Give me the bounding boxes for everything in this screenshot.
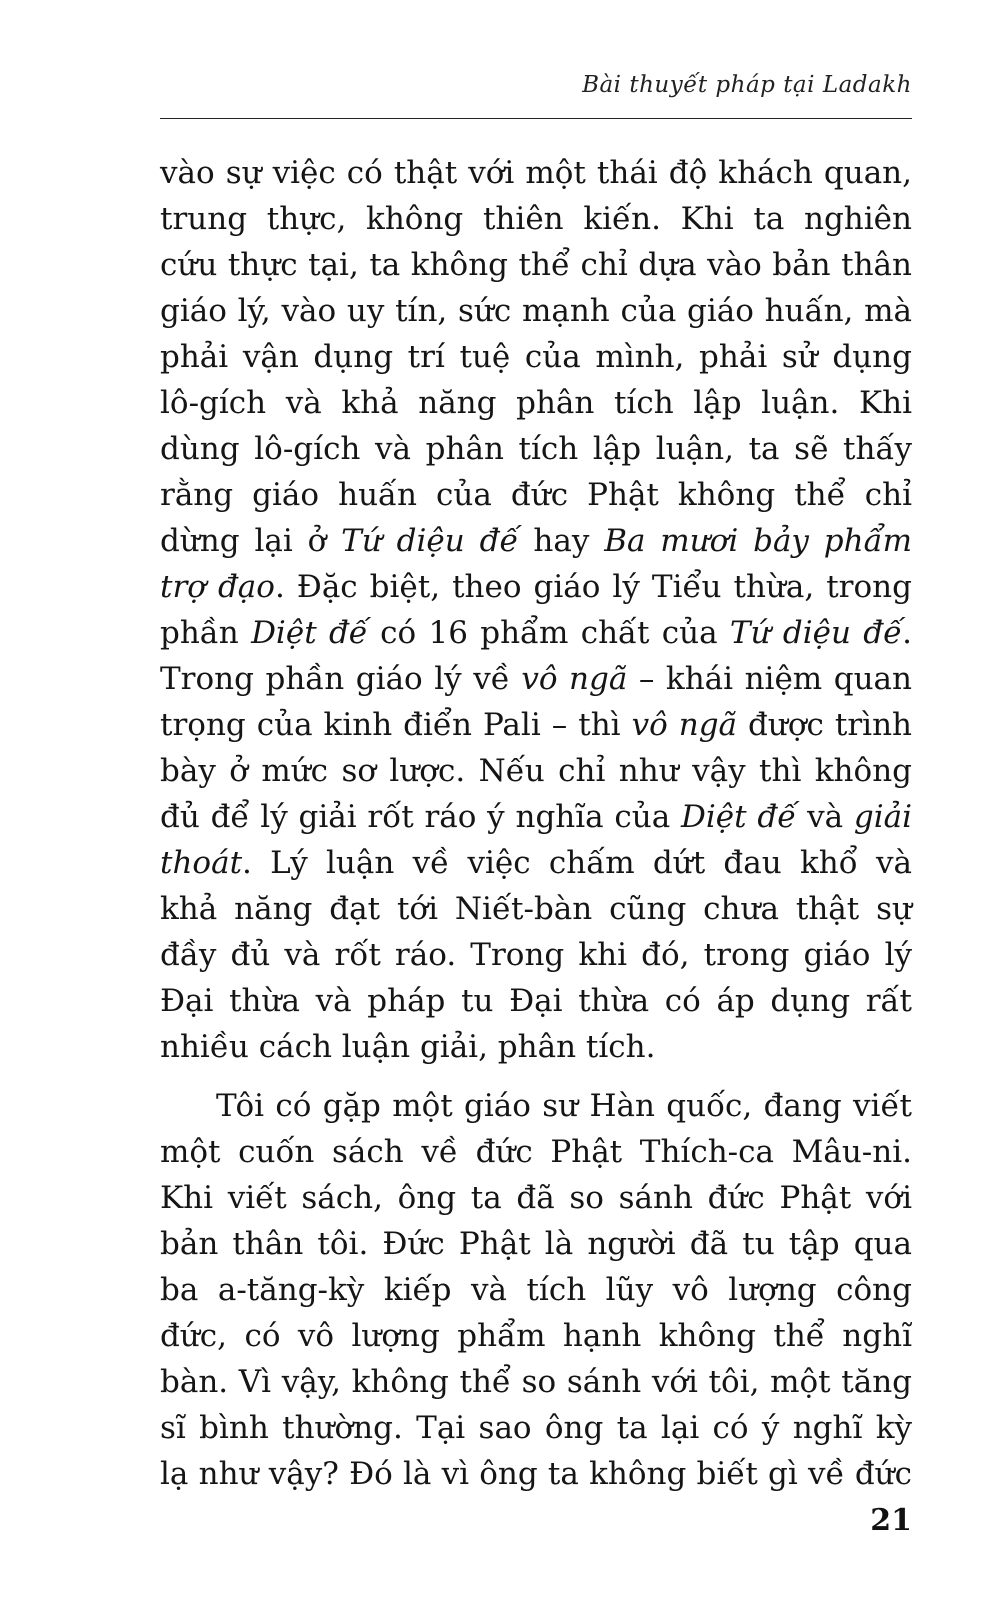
paragraph-2: [160, 1083, 912, 1497]
italic-term: vô ngã: [631, 707, 738, 743]
text-line: đầy đủ và rốt ráo. Trong khi đó, trong giáo lý: [160, 937, 912, 973]
text-line: bày ở mức sơ lược. Nếu chỉ như vậy thì không: [160, 753, 912, 789]
text-run: Trong phần giáo lý về: [160, 661, 522, 697]
text-line: ba a-tăng-kỳ kiếp và tích lũy vô lượng công: [160, 1272, 912, 1308]
text-run: phần: [160, 615, 252, 651]
text-line: cứu thực tại, ta không thể chỉ dựa vào bản thân: [160, 247, 912, 283]
text-run: đủ để lý giải rốt ráo ý nghĩa của: [160, 799, 682, 835]
text-line: đức, có vô lượng phẩm hạnh không thể nghĩ: [160, 1318, 912, 1354]
italic-term: thoát: [160, 845, 243, 881]
text-line: [160, 840, 912, 886]
text-line: nhiều cách luận giải, phân tích.: [160, 1029, 656, 1065]
text-run: .: [902, 615, 913, 651]
text-line: [160, 564, 912, 610]
running-header-title: Bài thuyết pháp tại Ladakh: [582, 72, 912, 98]
text-line: rằng giáo huấn của đức Phật không thể chỉ: [160, 477, 912, 513]
text-line: [160, 610, 912, 656]
text-line: trung thực, không thiên kiến. Khi ta nghiên: [160, 201, 912, 237]
italic-term: Diệt đế: [251, 615, 368, 651]
text-run: . Đặc biệt, theo giáo lý Tiểu thừa, trong: [274, 569, 912, 605]
text-line: một cuốn sách về đức Phật Thích-ca Mâu-ni.: [160, 1134, 912, 1170]
text-line: giáo lý, vào uy tín, sức mạnh của giáo huấn, mà: [160, 293, 912, 329]
text-line: Đại thừa và pháp tu Đại thừa có áp dụng rất: [160, 983, 912, 1019]
text-line: lô-gích và khả năng phân tích lập luận. Khi: [160, 385, 912, 421]
header-rule: [160, 118, 912, 119]
italic-term: vô ngã: [521, 661, 628, 697]
text-run: có 16 phẩm chất của: [367, 615, 730, 651]
italic-term: Tứ diệu đế: [729, 615, 903, 651]
text-line: Khi viết sách, ông ta đã so sánh đức Phật với: [160, 1180, 912, 1216]
text-line: lạ như vậy? Đó là vì ông ta không biết gì về đức: [160, 1456, 912, 1492]
body-text: [160, 150, 912, 1497]
text-line: bản thân tôi. Đức Phật là người đã tu tập qua: [160, 1226, 912, 1262]
text-run: được trình: [737, 707, 912, 743]
text-line: sĩ bình thường. Tại sao ông ta lại có ý nghĩ kỳ: [160, 1410, 912, 1446]
text-run: . Lý luận về việc chấm dứt đau khổ và: [242, 845, 912, 881]
text-line: vào sự việc có thật với một thái độ khách quan,: [160, 155, 912, 191]
text-line: [160, 794, 912, 840]
paragraph-1: [160, 150, 912, 1070]
text-line: [160, 656, 912, 702]
text-run: dừng lại ở: [160, 523, 342, 559]
text-run: và: [796, 799, 854, 835]
italic-term: Tứ diệu đế: [341, 523, 519, 559]
text-line: [160, 702, 912, 748]
page-number: 21: [870, 1503, 912, 1538]
text-line: phải vận dụng trí tuệ của mình, phải sử dụng: [160, 339, 912, 375]
text-run: – khái niệm quan: [627, 661, 912, 697]
text-line: dùng lô-gích và phân tích lập luận, ta sẽ thấy: [160, 431, 912, 467]
text-line: Tôi có gặp một giáo sư Hàn quốc, đang viết: [216, 1088, 912, 1124]
italic-term: Ba mươi bảy phẩm: [604, 523, 912, 559]
text-run: trọng của kinh điển Pali – thì: [160, 707, 632, 743]
italic-term: trợ đạo: [160, 569, 275, 605]
italic-term: Diệt đế: [681, 799, 797, 835]
text-line: bàn. Vì vậy, không thể so sánh với tôi, một tăng: [160, 1364, 912, 1400]
text-line: khả năng đạt tới Niết-bàn cũng chưa thật sự: [160, 891, 912, 927]
italic-term: giải: [853, 799, 913, 835]
text-run: hay: [518, 523, 605, 559]
text-line: [160, 518, 912, 564]
